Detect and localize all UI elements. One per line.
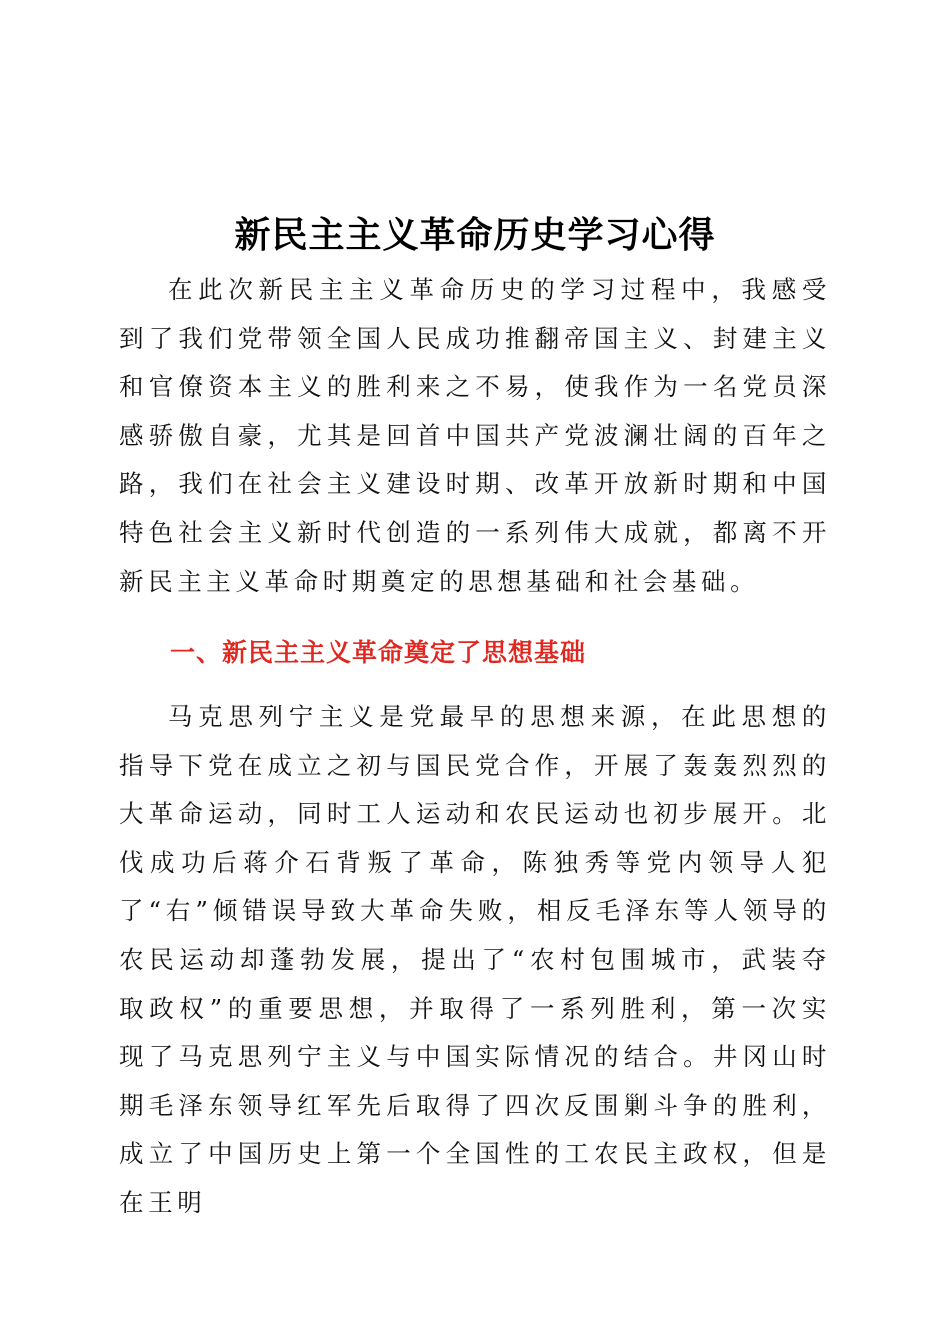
section-paragraph: 马克思列宁主义是党最早的思想来源，在此思想的指导下党在成立之初与国民党合作，开展了轰轰烈烈的大革命运动，同时工人运动和农民运动也初步展开。北伐成功后蒋介石背叛了革命，陈独秀等党内领导人犯了“右”倾错误导致大革命失败，相反毛泽东等人领导的农民运动却蓬勃发展，提出了“农村包围城市，武装夺取政权”的重要思想，并取得了一系列胜利，第一次实现了马克思列宁主义与中国实际情况的结合。井冈山时期毛泽东领导红军先后取得了四次反围剿斗争的胜利，成立了中国历史上第一个全国性的工农民主政权，但是在王明 xyxy=(119,702,831,1217)
section-heading: 一、新民主主义革命奠定了思想基础 xyxy=(170,638,587,667)
intro-paragraph: 在此次新民主主义革命历史的学习过程中，我感受到了我们党带领全国人民成功推翻帝国主义、封建主义和官僚资本主义的胜利来之不易，使我作为一名党员深感骄傲自豪，尤其是回首中国共产党波澜壮阔的百年之路，我们在社会主义建设时期、改革开放新时期和中国特色社会主义新时代创造的一系列伟大成就，都离不开新民主主义革命时期奠定的思想基础和社会基础。 xyxy=(119,275,831,596)
document-title: 新民主主义革命历史学习心得 xyxy=(234,214,716,257)
